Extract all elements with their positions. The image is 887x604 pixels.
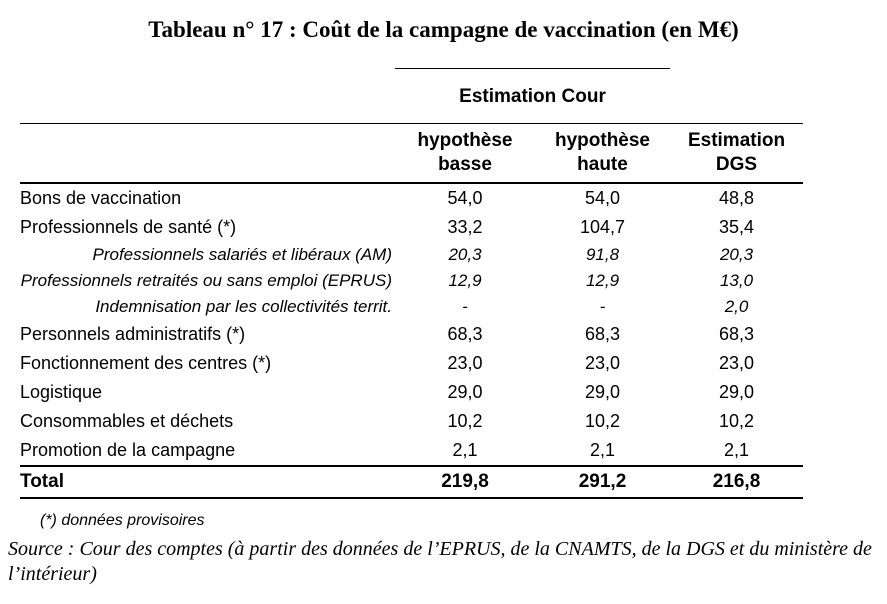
table-row bbox=[20, 407, 803, 436]
cell-value: 12,9 bbox=[585, 270, 620, 290]
cell-value: 68,3 bbox=[718, 323, 755, 344]
cell-value: 2,1 bbox=[670, 436, 803, 466]
table-row bbox=[20, 183, 803, 213]
cell-value: 12,9 bbox=[448, 270, 482, 290]
total-value: 219,8 bbox=[395, 466, 535, 498]
cell-value: - bbox=[462, 296, 468, 316]
group-header: Estimation Cour bbox=[395, 68, 670, 123]
row-label: Bons de vaccination bbox=[20, 187, 182, 208]
cell-value: 23,0 bbox=[718, 352, 755, 373]
table-subrow bbox=[20, 268, 803, 294]
row-label: Professionnels retraités ou sans emploi (EPRUS) bbox=[20, 270, 392, 290]
cell-value: 10,2 bbox=[718, 410, 755, 431]
cell-value: 29,0 bbox=[584, 381, 621, 402]
cell-value: 10,2 bbox=[447, 410, 483, 431]
cell-value: 23,0 bbox=[447, 352, 483, 373]
row-label: Consommables et déchets bbox=[20, 410, 234, 431]
column-header-line: haute bbox=[577, 153, 628, 175]
table-subrow bbox=[20, 294, 803, 320]
cell-value: - bbox=[599, 296, 606, 316]
row-label: Professionnels salariés et libéraux (AM) bbox=[92, 244, 392, 264]
table-row bbox=[20, 378, 803, 407]
column-header-line: hypothèse bbox=[417, 129, 513, 151]
row-label: Personnels administratifs (*) bbox=[20, 323, 246, 344]
total-value: 291,2 bbox=[535, 466, 670, 498]
vaccination-cost-table bbox=[20, 68, 803, 499]
column-header-line: Estimation bbox=[687, 129, 786, 151]
row-label: Fonctionnement des centres (*) bbox=[20, 352, 272, 373]
cell-value: 91,8 bbox=[585, 244, 620, 264]
cell-value: 33,2 bbox=[447, 216, 483, 237]
table-subrow bbox=[20, 242, 803, 268]
empty-cell bbox=[670, 68, 803, 123]
row-label: Professionnels de santé (*) bbox=[20, 216, 237, 237]
table-row bbox=[20, 213, 803, 242]
row-label: Promotion de la campagne bbox=[20, 436, 395, 466]
empty-cell bbox=[20, 68, 395, 123]
column-header-hypothese-basse bbox=[395, 123, 535, 183]
cell-value: 35,4 bbox=[718, 216, 755, 237]
table-row bbox=[20, 320, 803, 349]
table-title: Tableau n° 17 : Coût de la campagne de vaccination (en M€) bbox=[148, 17, 739, 42]
row-label: Logistique bbox=[20, 381, 103, 402]
table-row bbox=[20, 349, 803, 378]
cell-value: 54,0 bbox=[447, 187, 483, 208]
cell-value: 13,0 bbox=[719, 270, 754, 290]
cell-value: 68,3 bbox=[447, 323, 483, 344]
table-row bbox=[20, 436, 803, 466]
column-header-line: DGS bbox=[715, 153, 758, 175]
cell-value: 2,0 bbox=[724, 296, 749, 316]
column-header-line: hypothèse bbox=[554, 129, 651, 151]
total-row bbox=[20, 466, 803, 498]
total-label: Total bbox=[20, 466, 395, 498]
cell-value: 2,1 bbox=[535, 436, 670, 466]
cell-value: 10,2 bbox=[584, 410, 621, 431]
empty-cell bbox=[20, 123, 395, 183]
cell-value: 20,3 bbox=[448, 244, 482, 264]
source-note: Source : Cour des comptes (à partir des données de l’EPRUS, de la CNAMTS, de la DGS et du ministère de l’intérieur) bbox=[8, 537, 872, 585]
column-header-hypothese-haute bbox=[535, 123, 670, 183]
column-header-estimation-dgs bbox=[670, 123, 803, 183]
cell-value: 54,0 bbox=[584, 187, 621, 208]
total-value: 216,8 bbox=[670, 466, 803, 498]
cell-value: 29,0 bbox=[718, 381, 755, 402]
column-header-row bbox=[20, 123, 803, 183]
cell-value: 23,0 bbox=[584, 352, 621, 373]
group-header-row bbox=[20, 68, 803, 123]
footnote: (*) données provisoires bbox=[40, 511, 205, 529]
cell-value: 68,3 bbox=[584, 323, 621, 344]
column-header-line: basse bbox=[438, 153, 492, 175]
cell-value: 104,7 bbox=[579, 216, 626, 237]
cell-value: 29,0 bbox=[447, 381, 483, 402]
row-label: Indemnisation par les collectivités territ. bbox=[95, 296, 392, 316]
cell-value: 20,3 bbox=[719, 244, 754, 264]
cell-value: 48,8 bbox=[718, 187, 755, 208]
cell-value: 2,1 bbox=[395, 436, 535, 466]
